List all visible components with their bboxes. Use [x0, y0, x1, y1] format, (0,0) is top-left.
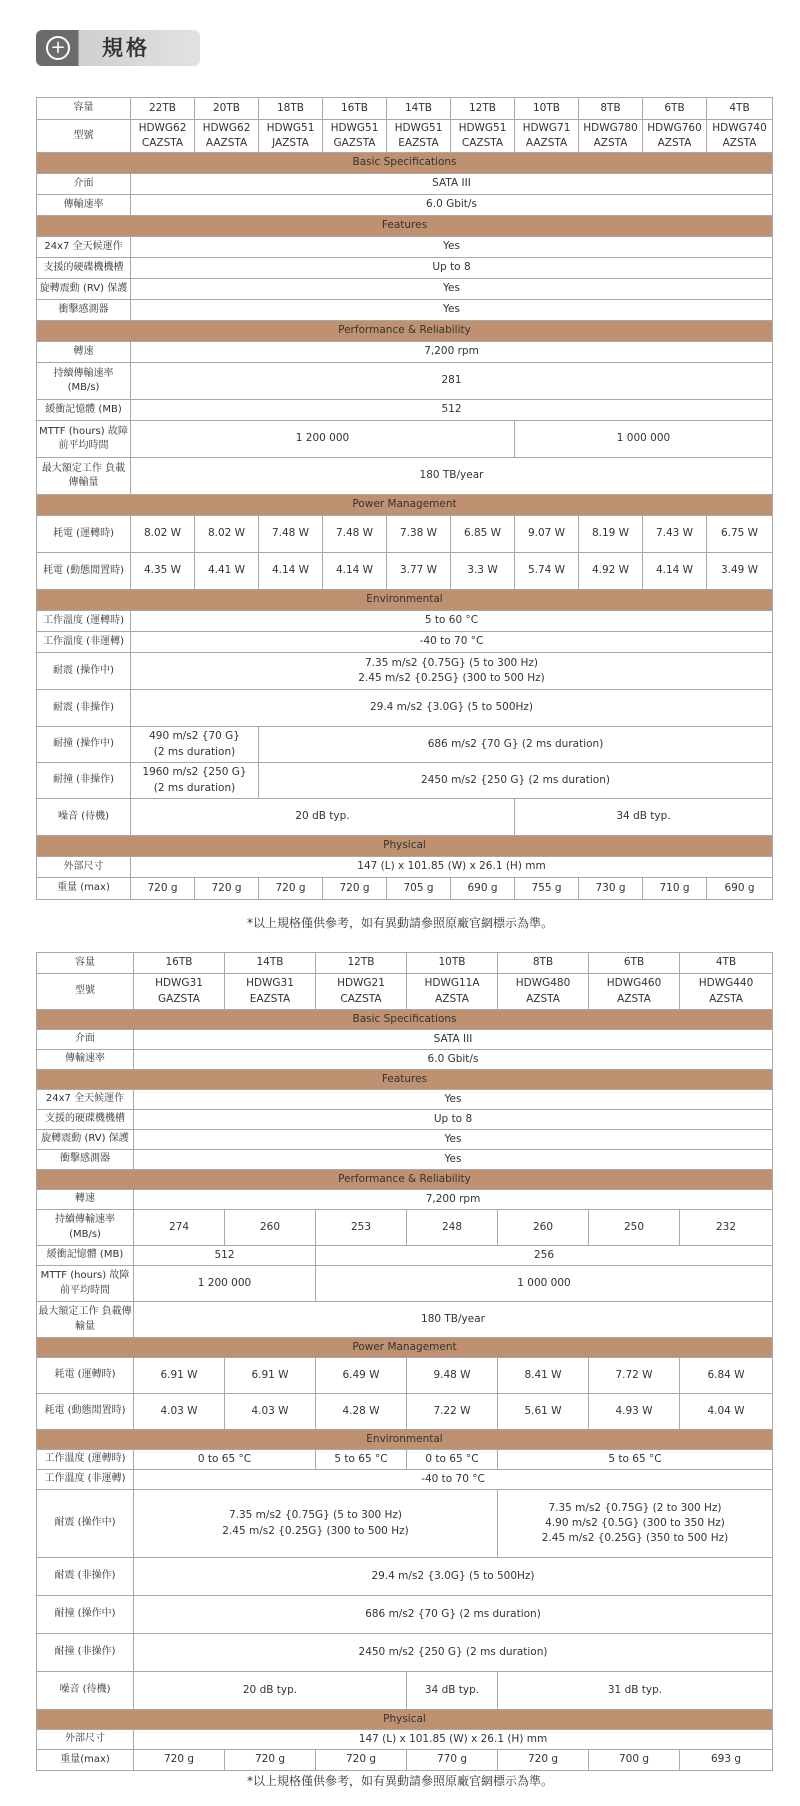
row-label: 支援的硬碟機機槽 [37, 258, 131, 279]
model-cell: HDWG740 AZSTA [707, 120, 773, 153]
row-label: 容量 [37, 953, 134, 974]
value-cell: 4.41 W [195, 553, 259, 590]
value-cell: 4.14 W [259, 553, 323, 590]
row-label: 重量 (max) [37, 878, 131, 900]
section-header [37, 1170, 773, 1190]
row-label: 衝擊感測器 [37, 1150, 134, 1170]
value-cell: 260 [498, 1210, 589, 1246]
value-cell: 6.85 W [451, 516, 515, 553]
value-cell: 29.4 m/s2 {3.0G} (5 to 500Hz) [131, 690, 773, 727]
value-cell: 5 to 65 °C [316, 1450, 407, 1470]
value-cell: Up to 8 [131, 258, 773, 279]
row-label: 外部尺寸 [37, 1730, 134, 1750]
value-cell: 690 g [707, 878, 773, 900]
row-label: 耐撞 (非操作) [37, 1634, 134, 1672]
row-label: 轉速 [37, 342, 131, 363]
model-cell: HDWG31 GAZSTA [134, 974, 225, 1010]
row-label: 耗電 (動態閒置時) [37, 553, 131, 590]
row-label: MTTF (hours) 故障前平均時間 [37, 1266, 134, 1302]
row-label: 耐震 (非操作) [37, 1558, 134, 1596]
value-cell: 720 g [134, 1750, 225, 1771]
value-cell: 512 [131, 400, 773, 421]
value-line: 2.45 m/s2 {0.25G} (300 to 500 Hz) [358, 672, 545, 684]
value-cell: 3.77 W [387, 553, 451, 590]
row-label: 持續傳輸速率 (MB/s) [37, 1210, 134, 1246]
capacity-cell: 18TB [259, 98, 323, 120]
value-cell: 34 dB typ. [515, 799, 773, 836]
capacity-cell: 10TB [407, 953, 498, 974]
value-cell: 720 g [195, 878, 259, 900]
capacity-cell: 4TB [707, 98, 773, 120]
value-cell: 147 (L) x 101.85 (W) x 26.1 (H) mm [131, 857, 773, 878]
section-header [37, 836, 773, 857]
value-cell: 8.41 W [498, 1358, 589, 1394]
value-cell: 20 dB typ. [134, 1672, 407, 1710]
section-header [37, 1430, 773, 1450]
value-cell: 710 g [643, 878, 707, 900]
value-cell: SATA III [134, 1030, 773, 1050]
row-label: 傳輸速率 [37, 195, 131, 216]
model-cell: HDWG31 EAZSTA [225, 974, 316, 1010]
section-header [37, 590, 773, 611]
value-cell [131, 763, 259, 799]
row-label: 持續傳輸速率 (MB/s) [37, 363, 131, 400]
value-cell: -40 to 70 °C [134, 1470, 773, 1490]
value-cell: 4.14 W [323, 553, 387, 590]
model-cell: HDWG71 AAZSTA [515, 120, 579, 153]
value-cell: 20 dB typ. [131, 799, 515, 836]
value-line: 7.35 m/s2 {0.75G} (5 to 300 Hz) [228, 1509, 403, 1522]
section-header [37, 1338, 773, 1358]
value-cell: 274 [134, 1210, 225, 1246]
value-cell: 3.49 W [707, 553, 773, 590]
model-cell: HDWG51 EAZSTA [387, 120, 451, 153]
value-cell: Yes [134, 1150, 773, 1170]
model-cell: HDWG760 AZSTA [643, 120, 707, 153]
row-label: 型號 [37, 974, 134, 1010]
value-cell: 1 200 000 [131, 421, 515, 458]
capacity-cell: 22TB [131, 98, 195, 120]
capacity-row [37, 953, 773, 974]
capacity-cell: 6TB [589, 953, 680, 974]
value-cell: 4.28 W [316, 1394, 407, 1430]
value-cell: 1 200 000 [134, 1266, 316, 1302]
value-cell: 6.49 W [316, 1358, 407, 1394]
value-cell: Up to 8 [134, 1110, 773, 1130]
sustained-row [37, 1210, 773, 1246]
section-title: Physical [37, 836, 773, 857]
value-cell: 700 g [589, 1750, 680, 1771]
disclaimer-note: *以上規格僅供參考，如有異動請參照原廠官網標示為準。 [246, 916, 553, 930]
row-label: 耗電 (運轉時) [37, 516, 131, 553]
row-label: 外部尺寸 [37, 857, 131, 878]
value-cell: 7.43 W [643, 516, 707, 553]
value-cell: 8.02 W [131, 516, 195, 553]
value-cell: 8.19 W [579, 516, 643, 553]
value-cell: 5 to 60 °C [131, 611, 773, 632]
row-label: 支援的硬碟機機槽 [37, 1110, 134, 1130]
value-cell: 4.92 W [579, 553, 643, 590]
row-label: 耐撞 (非操作) [37, 763, 131, 799]
value-cell: 7.48 W [259, 516, 323, 553]
value-cell: 4.04 W [680, 1394, 773, 1430]
value-cell: 730 g [579, 878, 643, 900]
value-cell: 6.91 W [134, 1358, 225, 1394]
model-cell: HDWG62 CAZSTA [131, 120, 195, 153]
value-cell: 7.38 W [387, 516, 451, 553]
row-label: 耗電 (運轉時) [37, 1358, 134, 1394]
power-op-row [37, 1358, 773, 1394]
value-cell: 2450 m/s2 {250 G} (2 ms duration) [259, 763, 773, 799]
row-label: 耐震 (非操作) [37, 690, 131, 727]
value-cell: 5.74 W [515, 553, 579, 590]
value-cell: 1 000 000 [515, 421, 773, 458]
row-label: 耐撞 (操作中) [37, 727, 131, 763]
value-line: (2 ms duration) [153, 781, 236, 794]
value-cell: 720 g [323, 878, 387, 900]
section-header [37, 1010, 773, 1030]
value-line: 2.45 m/s2 {0.25G} (300 to 500 Hz) [222, 1524, 409, 1537]
value-line: 7.35 m/s2 {0.75G} (2 to 300 Hz) [548, 1501, 722, 1514]
value-cell: Yes [134, 1090, 773, 1110]
row-label: 工作溫度 (非運轉) [37, 632, 131, 653]
value-line: 7.35 m/s2 {0.75G} (5 to 300 Hz) [364, 656, 539, 669]
value-cell: 6.84 W [680, 1358, 773, 1394]
model-cell: HDWG51 CAZSTA [451, 120, 515, 153]
row-label: 耗電 (動態閒置時) [37, 1394, 134, 1430]
capacity-cell: 8TB [498, 953, 589, 974]
value-cell: 6.0 Gbit/s [131, 195, 773, 216]
row-label: 耐震 (操作中) [37, 653, 131, 690]
capacity-cell: 8TB [579, 98, 643, 120]
value-cell: 2450 m/s2 {250 G} (2 ms duration) [134, 1634, 773, 1672]
value-line: (2 ms duration) [153, 745, 236, 758]
value-cell: 7,200 rpm [131, 342, 773, 363]
capacity-cell: 12TB [316, 953, 407, 974]
weight-row [37, 1750, 773, 1771]
value-cell: 4.03 W [134, 1394, 225, 1430]
power-op-row [37, 516, 773, 553]
row-label: MTTF (hours) 故障前平均時間 [37, 421, 131, 458]
capacity-row [37, 98, 773, 120]
value-cell: 0 to 65 °C [407, 1450, 498, 1470]
value-cell: 720 g [498, 1750, 589, 1771]
value-cell: 8.02 W [195, 516, 259, 553]
row-label: 最大額定工作 負載傳輸量 [37, 1302, 134, 1338]
value-cell: 6.91 W [225, 1358, 316, 1394]
value-cell: 260 [225, 1210, 316, 1246]
value-cell: Yes [134, 1130, 773, 1150]
section-title: Basic Specifications [37, 1010, 773, 1030]
model-cell: HDWG440 AZSTA [680, 974, 773, 1010]
spec-table-2 [36, 952, 773, 1771]
value-cell: 755 g [515, 878, 579, 900]
value-line: 490 m/s2 {70 G} [149, 730, 240, 743]
value-cell: 6.75 W [707, 516, 773, 553]
value-cell: 4.93 W [589, 1394, 680, 1430]
row-label: 介面 [37, 1030, 134, 1050]
row-label: 最大額定工作 負載傳輸量 [37, 458, 131, 495]
capacity-cell: 4TB [680, 953, 773, 974]
model-cell: HDWG780 AZSTA [579, 120, 643, 153]
section-title: Power Management [37, 495, 773, 516]
section-title: Basic Specifications [37, 153, 773, 174]
value-line: 4.90 m/s2 {0.5G} (300 to 350 Hz) [545, 1516, 725, 1529]
model-row [37, 974, 773, 1010]
value-cell: 281 [131, 363, 773, 400]
value-cell: 7.72 W [589, 1358, 680, 1394]
value-cell: SATA III [131, 174, 773, 195]
value-cell: 180 TB/year [134, 1302, 773, 1338]
value-cell: 0 to 65 °C [134, 1450, 316, 1470]
model-cell: HDWG62 AAZSTA [195, 120, 259, 153]
capacity-cell: 14TB [387, 98, 451, 120]
value-cell: 29.4 m/s2 {3.0G} (5 to 500Hz) [134, 1558, 773, 1596]
capacity-cell: 12TB [451, 98, 515, 120]
row-label: 24x7 全天候運作 [37, 237, 131, 258]
model-cell: HDWG51 JAZSTA [259, 120, 323, 153]
value-cell: Yes [131, 237, 773, 258]
row-label: 型號 [37, 120, 131, 153]
value-cell: 7,200 rpm [134, 1190, 773, 1210]
row-label: 24x7 全天候運作 [37, 1090, 134, 1110]
value-cell: 250 [589, 1210, 680, 1246]
value-cell: 7.48 W [323, 516, 387, 553]
value-cell: 720 g [316, 1750, 407, 1771]
value-cell: 9.07 W [515, 516, 579, 553]
value-cell: 4.14 W [643, 553, 707, 590]
value-cell [134, 1490, 498, 1558]
row-label: 緩衝記憶體 (MB) [37, 400, 131, 421]
section-title: Features [37, 216, 773, 237]
section-header [37, 1070, 773, 1090]
capacity-cell: 20TB [195, 98, 259, 120]
capacity-cell: 6TB [643, 98, 707, 120]
value-cell: 720 g [225, 1750, 316, 1771]
value-cell: 180 TB/year [131, 458, 773, 495]
row-label: 衝擊感測器 [37, 300, 131, 321]
row-label: 工作溫度 (運轉時) [37, 1450, 134, 1470]
value-line: 2.45 m/s2 {0.25G} (350 to 500 Hz) [541, 1532, 729, 1545]
value-cell: 720 g [131, 878, 195, 900]
model-cell: HDWG460 AZSTA [589, 974, 680, 1010]
disclaimer-note: *以上規格僅供參考，如有異動請參照原廠官網標示為準。 [246, 1774, 553, 1788]
section-header [37, 1710, 773, 1730]
value-cell [131, 653, 773, 690]
capacity-cell: 16TB [134, 953, 225, 974]
capacity-cell: 10TB [515, 98, 579, 120]
value-cell: 1 000 000 [316, 1266, 773, 1302]
row-label: 工作溫度 (運轉時) [37, 611, 131, 632]
value-cell: 31 dB typ. [498, 1672, 773, 1710]
value-cell: 720 g [259, 878, 323, 900]
model-row [37, 120, 773, 153]
row-label: 耐震 (操作中) [37, 1490, 134, 1558]
model-cell: HDWG480 AZSTA [498, 974, 589, 1010]
model-cell: HDWG51 GAZSTA [323, 120, 387, 153]
value-cell: 512 [134, 1246, 316, 1266]
section-header [37, 321, 773, 342]
value-cell: 5.61 W [498, 1394, 589, 1430]
power-idle-row [37, 553, 773, 590]
section-title: Environmental [37, 1430, 773, 1450]
section-title: Environmental [37, 590, 773, 611]
model-cell: HDWG21 CAZSTA [316, 974, 407, 1010]
value-cell: 3.3 W [451, 553, 515, 590]
section-title: Performance & Reliability [37, 321, 773, 342]
value-cell: 693 g [680, 1750, 773, 1771]
row-label: 噪音 (待機) [37, 1672, 134, 1710]
row-label: 轉速 [37, 1190, 134, 1210]
capacity-cell: 16TB [323, 98, 387, 120]
row-label: 緩衝記憶體 (MB) [37, 1246, 134, 1266]
spec-header [36, 30, 200, 66]
section-header [37, 495, 773, 516]
row-label: 耐撞 (操作中) [37, 1596, 134, 1634]
value-cell: 686 m/s2 {70 G} (2 ms duration) [134, 1596, 773, 1634]
value-cell: 686 m/s2 {70 G} (2 ms duration) [259, 727, 773, 763]
spec-table-1 [36, 97, 773, 900]
value-cell: 253 [316, 1210, 407, 1246]
row-label: 噪音 (待機) [37, 799, 131, 836]
section-header [37, 216, 773, 237]
value-cell: 4.35 W [131, 553, 195, 590]
capacity-cell: 14TB [225, 953, 316, 974]
value-cell: 6.0 Gbit/s [134, 1050, 773, 1070]
value-line: 1960 m/s2 {250 G} [142, 766, 247, 779]
value-cell: 7.22 W [407, 1394, 498, 1430]
row-label: 重量(max) [37, 1750, 134, 1771]
value-cell: 232 [680, 1210, 773, 1246]
value-cell: Yes [131, 300, 773, 321]
row-label: 旋轉震動 (RV) 保護 [37, 1130, 134, 1150]
value-cell: 5 to 65 °C [498, 1450, 773, 1470]
value-cell [131, 727, 259, 763]
spec-title: 規格 [102, 36, 150, 60]
value-cell: 147 (L) x 101.85 (W) x 26.1 (H) mm [134, 1730, 773, 1750]
power-idle-row [37, 1394, 773, 1430]
section-header [37, 153, 773, 174]
weight-row [37, 878, 773, 900]
row-label: 旋轉震動 (RV) 保護 [37, 279, 131, 300]
value-cell: 690 g [451, 878, 515, 900]
row-label: 介面 [37, 174, 131, 195]
section-title: Features [37, 1070, 773, 1090]
value-cell: 4.03 W [225, 1394, 316, 1430]
value-cell: 256 [316, 1246, 773, 1266]
value-cell: 248 [407, 1210, 498, 1246]
value-cell: Yes [131, 279, 773, 300]
section-title: Performance & Reliability [37, 1170, 773, 1190]
row-label: 工作溫度 (非運轉) [37, 1470, 134, 1490]
section-title: Power Management [37, 1338, 773, 1358]
plus-circle-icon: + [46, 36, 70, 60]
value-cell: 9.48 W [407, 1358, 498, 1394]
value-cell: 770 g [407, 1750, 498, 1771]
section-title: Physical [37, 1710, 773, 1730]
value-cell: -40 to 70 °C [131, 632, 773, 653]
row-label: 容量 [37, 98, 131, 120]
model-cell: HDWG11A AZSTA [407, 974, 498, 1010]
value-cell: 705 g [387, 878, 451, 900]
row-label: 傳輸速率 [37, 1050, 134, 1070]
value-cell [498, 1490, 773, 1558]
value-cell: 34 dB typ. [407, 1672, 498, 1710]
